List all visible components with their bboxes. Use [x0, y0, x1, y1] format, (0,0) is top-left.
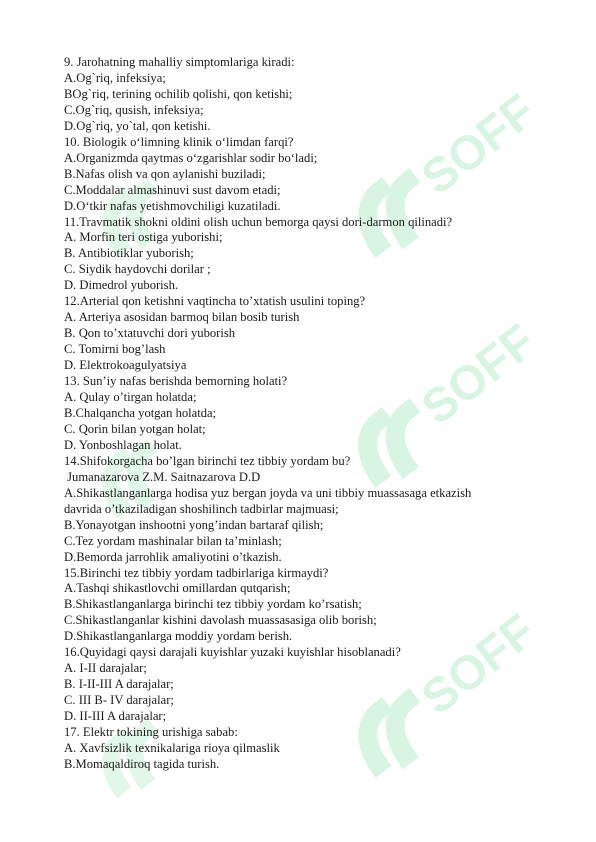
answer-option: C. III B- IV darajalar;: [64, 693, 174, 708]
svg-text:SOFF: SOFF: [412, 604, 546, 726]
answer-option: A. Xavfsizlik texnikalariga rioya qilmaslik: [64, 740, 280, 755]
answer-option: A. I-II darajalar;: [64, 661, 147, 676]
question-9: 9. Jarohatning mahalliy simptomlariga kiradi:: [64, 55, 295, 69]
answer-option: B. I-II-III A darajalar;: [64, 677, 174, 692]
answer-option: D. Yonboshlagan holat.: [64, 437, 182, 452]
answer-option: B.Momaqaldiroq tagida turish.: [64, 756, 220, 771]
answer-option: B.Shikastlanganlarga birinchi tez tibbiy yordam ko’rsatish;: [64, 597, 362, 612]
answer-option: C. Qorin bilan yotgan holat;: [64, 421, 206, 436]
question-12: 12.Arterial qon ketishni vaqtincha to’xtatish usulini toping?: [64, 294, 366, 309]
svg-text:SOFF: SOFF: [412, 314, 546, 436]
answer-option: C. Tomirni bog’lash: [64, 342, 166, 357]
answer-option: A.Tashqi shikastlovchi omillardan qutqarish;: [64, 581, 291, 596]
author-line: Jumanazarova Z.M. Saitnazarova D.D: [64, 469, 261, 484]
answer-option: A. Morfin teri ostiga yuborishi;: [64, 230, 223, 245]
answer-option: D.Shikastlanganlarga moddiy yordam berish.: [64, 629, 293, 644]
answer-option: B.Chalqancha yotgan holatda;: [64, 405, 217, 420]
answer-option: B. Qon to’xtatuvchi dori yuborish: [64, 326, 236, 341]
answer-option-continuation: davrida o’tkaziladigan shoshilinch tadbirlar majmuasi;: [64, 501, 339, 516]
answer-option: C. Siydik haydovchi dorilar ;: [64, 262, 211, 277]
answer-option: BOg`riq, terining ochilib qolishi, qon ketishi;: [64, 86, 293, 101]
answer-option: D. II-III A darajalar;: [64, 709, 167, 724]
svg-text:SOFF: SOFF: [412, 84, 546, 206]
answer-option: B.Yonayotgan inshootni yong’indan bartaraf qilish;: [64, 517, 324, 532]
answer-option: A.Og`riq, infeksiya;: [64, 70, 166, 85]
question-15: 15.Birinchi tez tibbiy yordam tadbirlariga kirmaydi?: [64, 565, 329, 580]
answer-option: D.Bemorda jarrohlik amaliyotini o’tkazish.: [64, 549, 282, 564]
question-17: 17. Elektr tokining urishiga sabab:: [64, 725, 238, 740]
answer-option: A.Organizmda qaytmas o‘zgarishlar sodir bo‘ladi;: [64, 150, 318, 165]
answer-option: A. Qulay o’tirgan holatda;: [64, 390, 197, 405]
question-11: 11.Travmatik shokni oldini olish uchun bemorga qaysi dori-darmon qilinadi?: [64, 214, 453, 229]
answer-option: D. Elektrokoagulyatsiya: [64, 358, 187, 373]
answer-option: C.Tez yordam mashinalar bilan ta’minlash;: [64, 533, 282, 548]
answer-option: A.Shikastlanganlarga hodisa yuz bergan joyda va uni tibbiy muassasaga etkazish: [64, 485, 472, 500]
question-16: 16.Quyidagi qaysi darajali kuyishlar yuzaki kuyishlar hisoblanadi?: [64, 645, 401, 660]
answer-option: D.Og`riq, yo`tal, qon ketishi.: [64, 118, 211, 133]
question-14: 14.Shifokorgacha bo’lgan birinchi tez tibbiy yordam bu?: [64, 453, 351, 468]
answer-option: C.Shikastlanganlar kishini davolash muassasasiga olib borish;: [64, 613, 377, 628]
answer-option: A. Arteriya asosidan barmoq bilan bosib turish: [64, 310, 300, 325]
answer-option: C.Og`riq, qusish, infeksiya;: [64, 102, 204, 117]
answer-option: C.Moddalar almashinuvi sust davom etadi;: [64, 182, 281, 197]
document-text: [64, 55, 554, 773]
question-13: 13. Sun’iy nafas berishda bemorning holati?: [64, 374, 288, 389]
answer-option: B. Antibiotiklar yuborish;: [64, 246, 194, 261]
answer-option: D.O‘tkir nafas yetishmovchiligi kuzatiladi.: [64, 198, 281, 213]
answer-option: B.Nafas olish va qon aylanishi buziladi;: [64, 166, 266, 181]
answer-option: D. Dimedrol yuborish.: [64, 278, 179, 293]
question-10: 10. Biologik o‘limning klinik o‘limdan farqi?: [64, 134, 294, 149]
